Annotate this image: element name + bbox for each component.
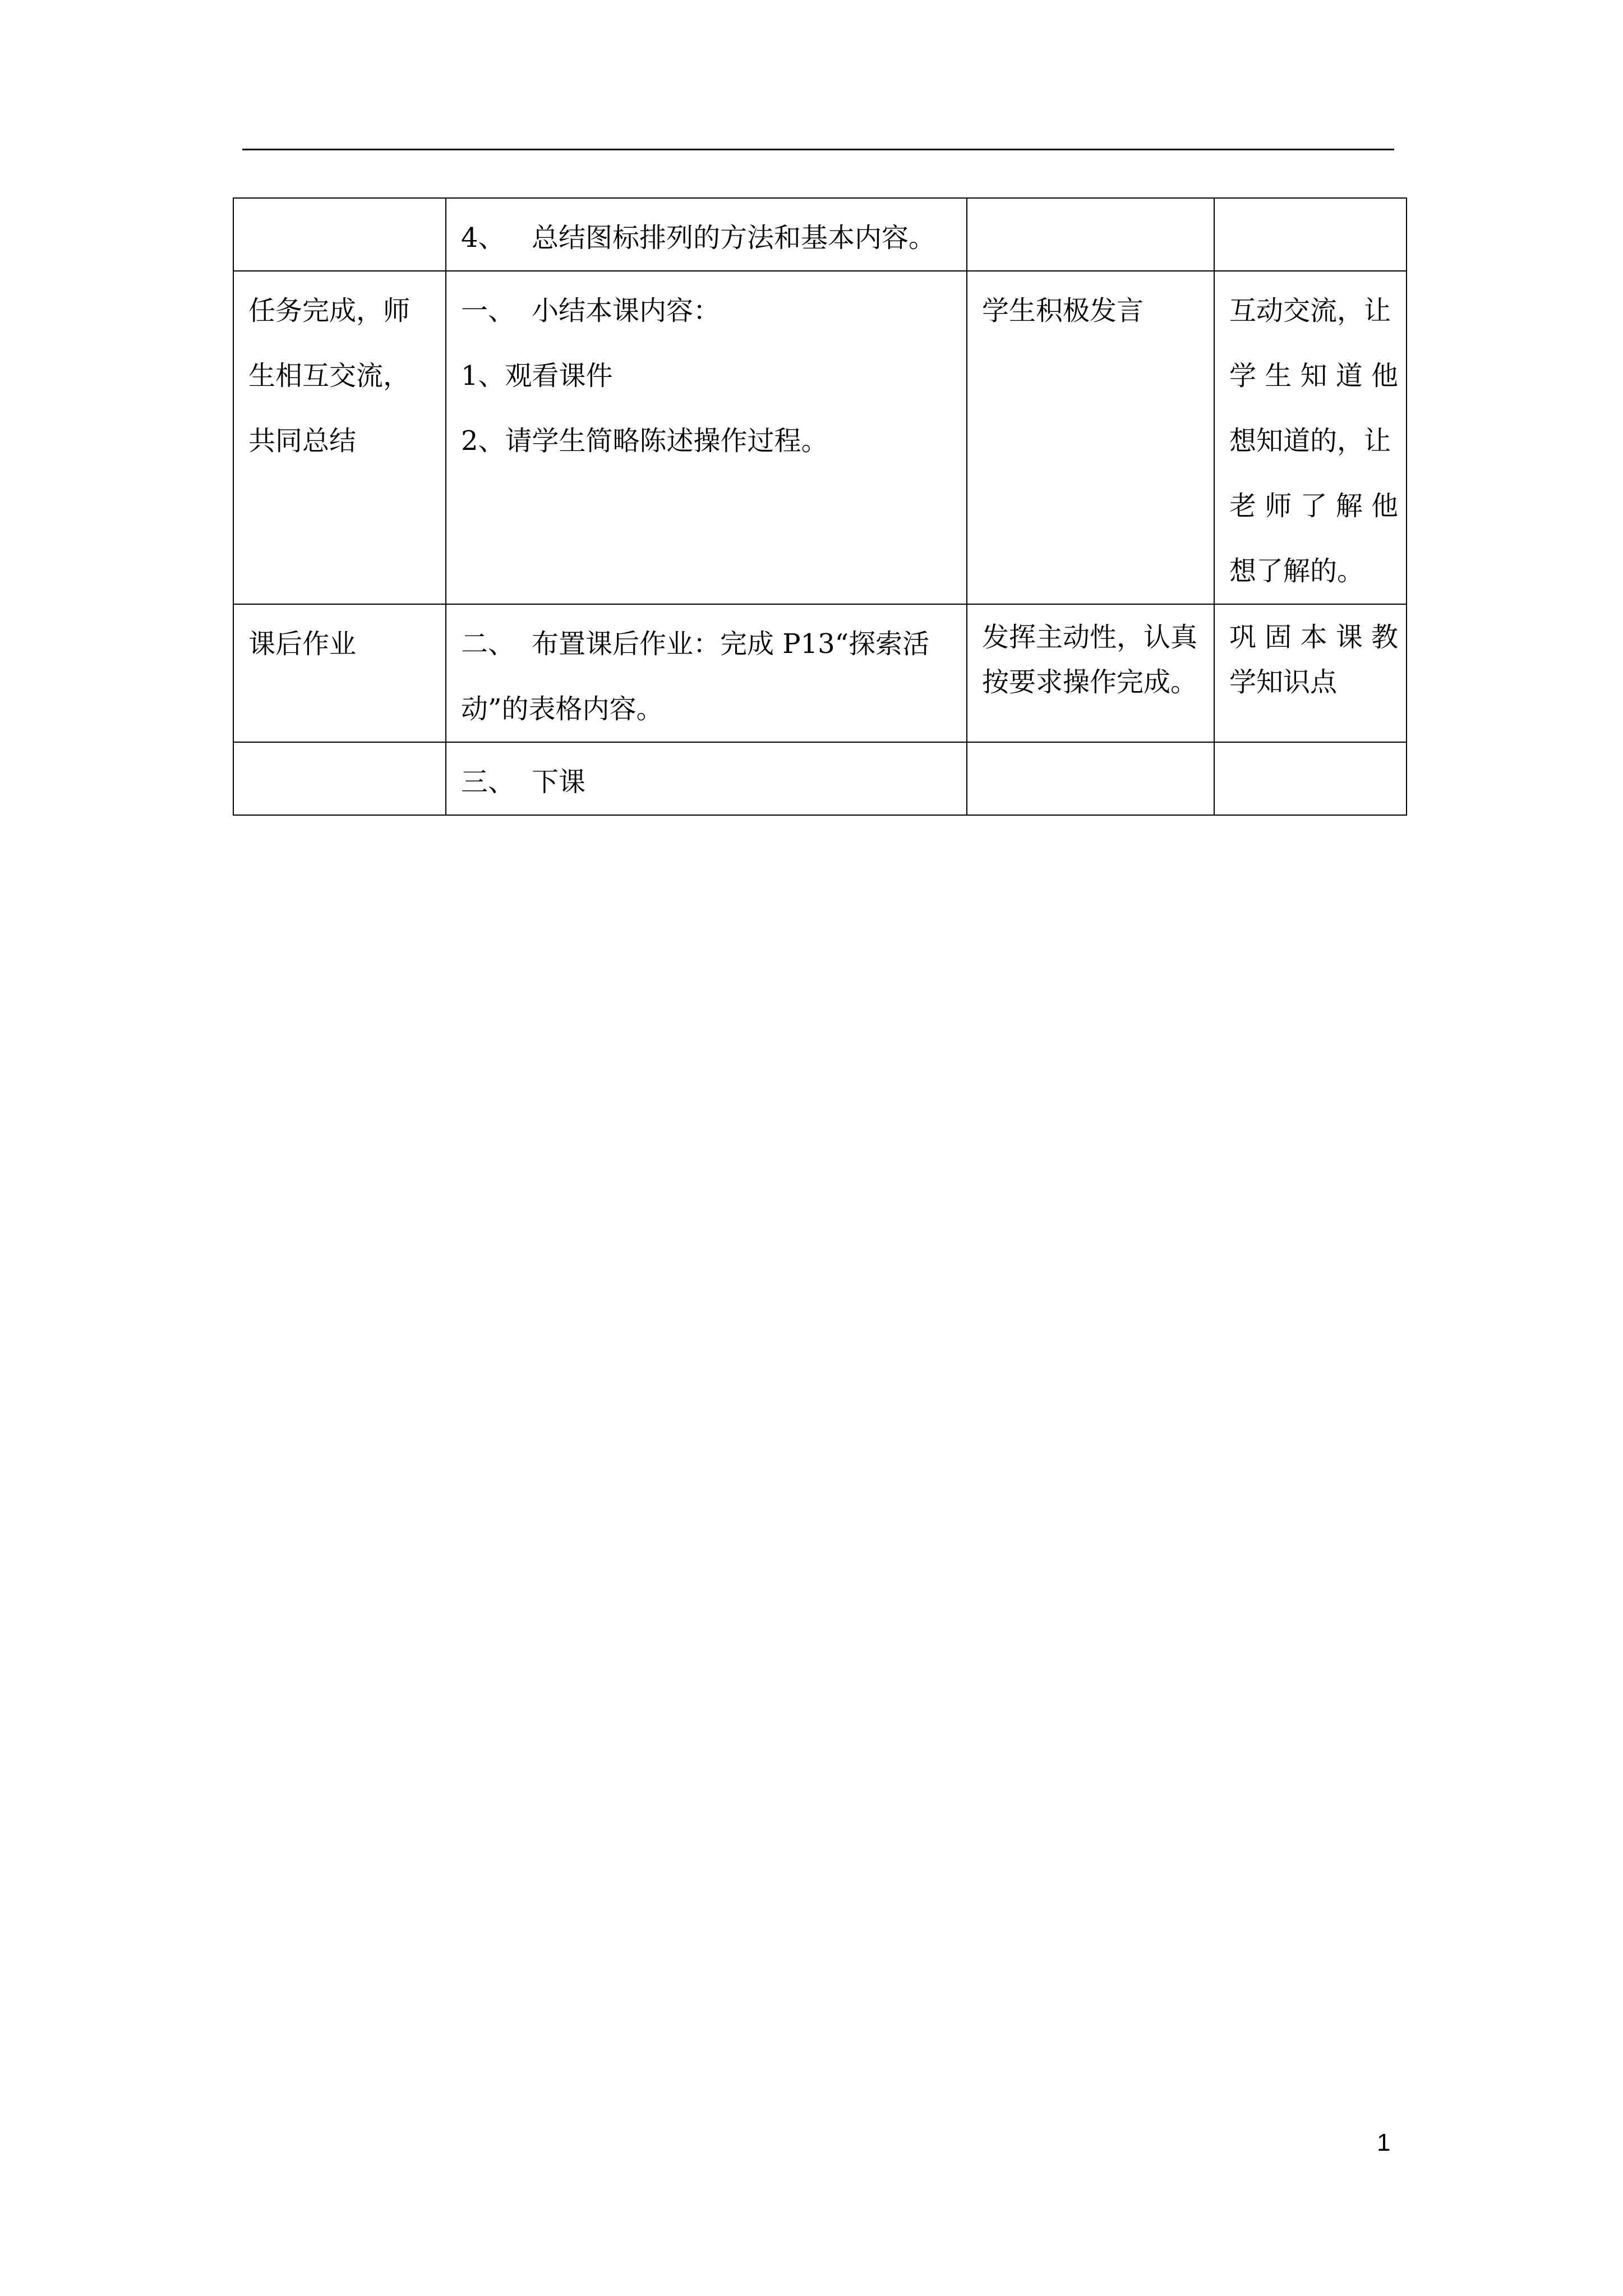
header-rule <box>242 149 1394 150</box>
step-marker: 一、 <box>461 295 515 326</box>
stage-text: 任务完成，师 <box>248 295 411 326</box>
step-text: 小结本课内容： <box>532 295 721 326</box>
teacher-activity-cell <box>446 198 967 271</box>
step-line <box>461 611 954 677</box>
design-intent-cell <box>1214 198 1407 271</box>
step-text: 2、请学生简略陈述操作过程。 <box>461 425 828 457</box>
stage-cell <box>233 604 446 742</box>
table-row <box>233 198 1407 271</box>
student-activity-text: 发挥主动性，认真 <box>982 622 1198 653</box>
table-row <box>233 742 1407 815</box>
step-line <box>461 749 954 815</box>
teacher-activity-cell <box>446 742 967 815</box>
design-intent-cell <box>1214 271 1407 604</box>
teacher-activity-cell <box>446 271 967 604</box>
design-intent-text: 学知识点 <box>1229 666 1338 698</box>
student-activity-cell <box>967 742 1214 815</box>
design-intent-text: 想了解的。 <box>1229 555 1364 587</box>
step-marker: 二、 <box>461 628 515 660</box>
student-activity-cell <box>967 271 1214 604</box>
design-intent-cell <box>1214 742 1407 815</box>
step-marker: 三、 <box>461 766 515 798</box>
student-activity-text: 按要求操作完成。 <box>982 666 1198 698</box>
student-activity-text: 学生积极发言 <box>982 295 1144 326</box>
table-row <box>233 604 1407 742</box>
design-intent-cell <box>1214 604 1407 742</box>
teacher-activity-cell <box>446 604 967 742</box>
step-marker: 4、 <box>461 222 505 254</box>
design-intent-text: 学 生 知 道 他 <box>1229 360 1399 392</box>
step-line <box>461 205 954 270</box>
design-intent-text: 互动交流，让 <box>1229 295 1391 326</box>
student-activity-cell <box>967 198 1214 271</box>
stage-cell <box>233 198 446 271</box>
page-number: 1 <box>1377 2129 1391 2156</box>
stage-cell <box>233 742 446 815</box>
table-row <box>233 271 1407 604</box>
step-text: 布置课后作业：完成 P13“探索活 <box>532 628 930 660</box>
step-text: 下课 <box>532 766 586 798</box>
step-text: 总结图标排列的方法和基本内容。 <box>532 222 936 254</box>
design-intent-text: 巩 固 本 课 教 <box>1229 622 1399 653</box>
design-intent-text: 老 师 了 解 他 <box>1229 490 1399 522</box>
stage-text: 生相互交流， <box>248 360 411 392</box>
student-activity-cell <box>967 604 1214 742</box>
stage-cell <box>233 271 446 604</box>
step-text: 动”的表格内容。 <box>461 693 663 725</box>
stage-text: 共同总结 <box>248 425 357 457</box>
stage-text: 课后作业 <box>248 628 357 660</box>
step-line <box>461 278 954 343</box>
design-intent-text: 想知道的，让 <box>1229 425 1391 457</box>
lesson-plan-table <box>233 197 1407 816</box>
step-text: 1、观看课件 <box>461 360 613 392</box>
